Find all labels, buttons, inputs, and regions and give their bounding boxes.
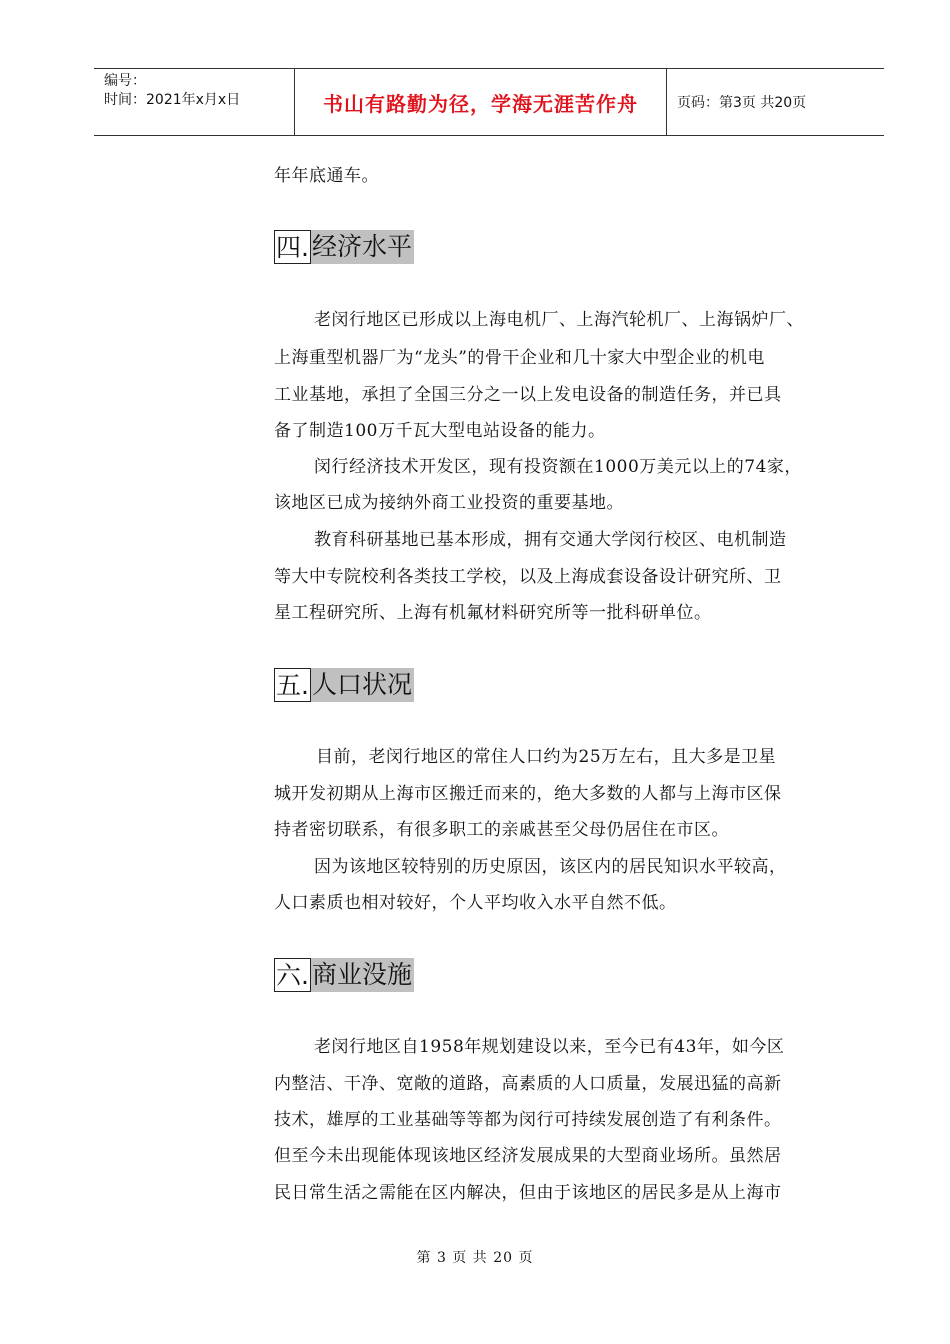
section-heading-economy xyxy=(274,230,414,264)
paragraph-line: 星工程研究所、上海有机氟材料研究所等一批科研单位。 xyxy=(274,603,712,623)
paragraph-line: 该地区已成为接纳外商工业投资的重要基地。 xyxy=(274,493,624,513)
paragraph-line: 城开发初期从上海市区搬迁而来的，绝大多数的人都与上海市区保 xyxy=(274,784,782,804)
section-number: 五. xyxy=(274,668,311,702)
paragraph-line: 民日常生活之需能在区内解决，但由于该地区的居民多是从上海市 xyxy=(274,1183,782,1203)
paragraph-line: 持者密切联系，有很多职工的亲戚甚至父母仍居住在市区。 xyxy=(274,820,729,840)
page-header xyxy=(94,68,884,136)
page-footer: 第 3 页 共 20 页 xyxy=(416,1250,534,1266)
header-info-cell xyxy=(94,69,295,135)
continuation-line: 年年底通车。 xyxy=(274,166,379,186)
section-title: 人口状况 xyxy=(311,668,414,702)
paragraph-line: 备了制造100万千瓦大型电站设备的能力。 xyxy=(274,421,606,441)
paragraph-line: 老闵行地区自1958年规划建设以来，至今已有43年，如今区 xyxy=(314,1037,785,1057)
paragraph-line: 等大中专院校利各类技工学校，以及上海成套设备设计研究所、卫 xyxy=(274,567,782,587)
paragraph-line: 老闵行地区已形成以上海电机厂、上海汽轮机厂、上海锅炉厂、 xyxy=(314,310,804,330)
section-number: 六. xyxy=(274,958,311,992)
header-page-number: 页码：第3页 共20页 xyxy=(677,95,807,111)
document-time-label: 时间：2021年x月x日 xyxy=(104,92,241,108)
document-number-label: 编号： xyxy=(104,73,146,89)
paragraph-line: 但至今未出现能体现该地区经济发展成果的大型商业场所。虽然居 xyxy=(274,1146,782,1166)
paragraph-line: 闵行经济技术开发区，现有投资额在1000万美元以上的74家， xyxy=(314,457,802,477)
section-title: 商业没施 xyxy=(311,958,414,992)
paragraph-line: 上海重型机器厂为“龙头”的骨干企业和几十家大中型企业的机电 xyxy=(274,348,765,368)
section-heading-commerce xyxy=(274,958,414,992)
section-number: 四. xyxy=(274,230,311,264)
section-title: 经济水平 xyxy=(311,230,414,264)
paragraph-line: 技术，雄厚的工业基础等等都为闵行可持续发展创造了有利条件。 xyxy=(274,1110,782,1130)
paragraph-line: 内整洁、干净、宽敞的道路，高素质的人口质量，发展迅猛的高新 xyxy=(274,1074,782,1094)
paragraph-line: 人口素质也相对较好，个人平均收入水平自然不低。 xyxy=(274,893,677,913)
paragraph-line: 因为该地区较特别的历史原因，该区内的居民知识水平较高， xyxy=(314,857,787,877)
paragraph-line: 教育科研基地已基本形成，拥有交通大学闵行校区、电机制造 xyxy=(314,530,787,550)
paragraph-line: 工业基地，承担了全国三分之一以上发电设备的制造任务，并已具 xyxy=(274,385,782,405)
paragraph-line: 目前，老闵行地区的常住人口约为25万左右，且大多是卫星 xyxy=(316,747,777,767)
header-motto: 书山有路勤为径，学海无涯苦作舟 xyxy=(295,69,667,135)
section-heading-population xyxy=(274,668,414,702)
